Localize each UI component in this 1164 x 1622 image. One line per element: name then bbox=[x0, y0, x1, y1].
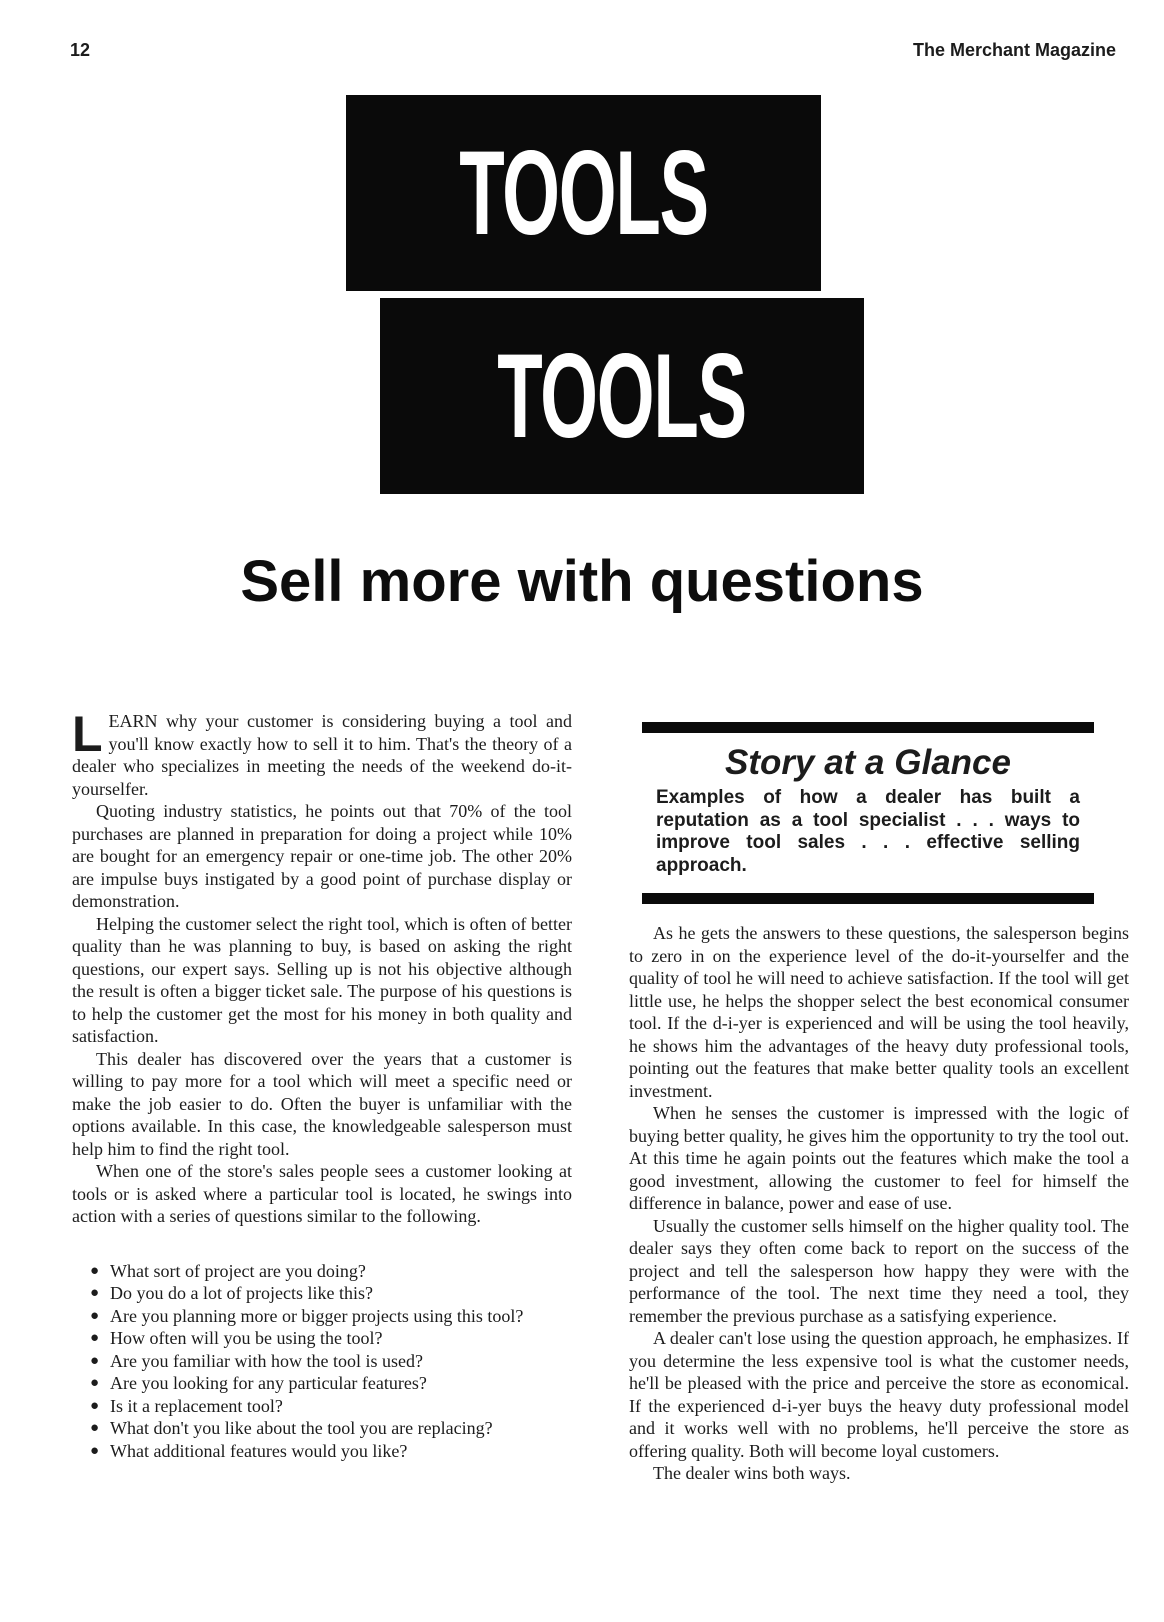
question-item: ● How often will you be using the tool? bbox=[90, 1327, 572, 1350]
question-list bbox=[90, 1260, 572, 1463]
first-paragraph-text: EARN why your customer is considering buying a tool and you'll know exactly how to sell it to him. That's the theory of a dealer who specializes in meeting the needs of the weekend do-it-yourselfer. bbox=[72, 711, 572, 799]
tools-title-block bbox=[380, 298, 864, 494]
glance-title: Story at a Glance bbox=[725, 743, 1011, 782]
question-item: ● What don't you like about the tool you are replacing? bbox=[90, 1417, 572, 1440]
tools-title-text: TOOLS bbox=[459, 126, 708, 260]
article-paragraph: As he gets the answers to these questions, the salesperson begins to zero in on the experience level of the do-it-yourselfer and the quality of tool he will need to achieve satisfaction. If the tool will get little use, he helps the shopper select the best economical consumer tool. If the d-i-yer is experienced and will be using the tool heavily, he shows him the advantages of the heavy duty professional tools, pointing out the features that make better quality tools an excellent investment. bbox=[629, 923, 1129, 1101]
article-paragraph: When he senses the customer is impressed with the logic of buying better quality, he gives him the opportunity to try the tool out. At this time he again points out the features which make the tool a good investment, allowing the customer to feel for himself the difference in balance, power and ease of use. bbox=[629, 1103, 1129, 1213]
article-paragraph: A dealer can't lose using the question approach, he emphasizes. If you determine the less expensive tool is what the customer needs, he'll be pleased with the price and perceive the store as economical. If the experienced d-i-yer buys the heavy duty professional model and it works well with no problems, he'll perceive the store as offering quality. Both will become loyal customers. bbox=[629, 1328, 1129, 1461]
question-item: ● What additional features would you like? bbox=[90, 1440, 572, 1463]
top-rule bbox=[642, 722, 1094, 733]
tools-title-text: TOOLS bbox=[497, 329, 747, 463]
question-item: ● Are you looking for any particular features? bbox=[90, 1372, 572, 1395]
right-column bbox=[629, 922, 1129, 1485]
question-item: ● Do you do a lot of projects like this? bbox=[90, 1282, 572, 1305]
magazine-name: The Merchant Magazine bbox=[912, 40, 1116, 60]
glance-summary: Examples of how a dealer has built a reputation as a tool specialist . . . ways to improve tool sales . . . effective selling approach. bbox=[656, 787, 1080, 876]
article-paragraph: Helping the customer select the right tool, which is often of better quality than he was planning to buy, is based on asking the right questions, our expert says. Selling up is not his objective although the result is often a bigger ticket sale. The purpose of his questions is to help the customer get the most for his money in both quality and satisfaction. bbox=[72, 913, 572, 1046]
question-item: ● Are you familiar with how the tool is used? bbox=[90, 1350, 572, 1373]
question-item: ● Is it a replacement tool? bbox=[90, 1395, 572, 1418]
article-paragraph: Quoting industry statistics, he points out that 70% of the tool purchases are planned in preparation for doing a project while 10% are bought for an emergency repair or one-time job. The other 20% are impulse buys instigated by a good point of purchase display or demonstration. bbox=[72, 801, 572, 911]
question-item: ● What sort of project are you doing? bbox=[90, 1260, 572, 1283]
article-paragraph: This dealer has discovered over the years that a customer is willing to pay more for a tool which will meet a specific need or make the job easier to do. Often the buyer is unfamiliar with the options available. In this case, the knowledgeable salesperson must help him to find the right tool. bbox=[72, 1048, 572, 1159]
page-number: 12 bbox=[70, 40, 91, 60]
drop-cap: L bbox=[72, 706, 103, 762]
article-paragraph bbox=[72, 706, 572, 800]
story-at-a-glance-box bbox=[642, 722, 1094, 904]
article-headline: Sell more with questions bbox=[240, 549, 924, 614]
left-column bbox=[72, 706, 572, 1462]
article-paragraph: When one of the store's sales people sees a customer looking at tools or is asked where a particular tool is located, he swings into action with a series of questions similar to the following. bbox=[72, 1161, 572, 1226]
tools-title-block bbox=[346, 95, 821, 291]
question-item: ● Are you planning more or bigger projects using this tool? bbox=[90, 1305, 572, 1328]
article-paragraph: Usually the customer sells himself on the higher quality tool. The dealer says they often come back to report on the success of the project and tell the salesperson how happy they were with the performance of the tool. The next time they need a tool, they remember the previous purchase as a satisfying experience. bbox=[629, 1215, 1129, 1326]
bottom-rule bbox=[642, 893, 1094, 904]
article-paragraph: The dealer wins both ways. bbox=[653, 1463, 851, 1483]
